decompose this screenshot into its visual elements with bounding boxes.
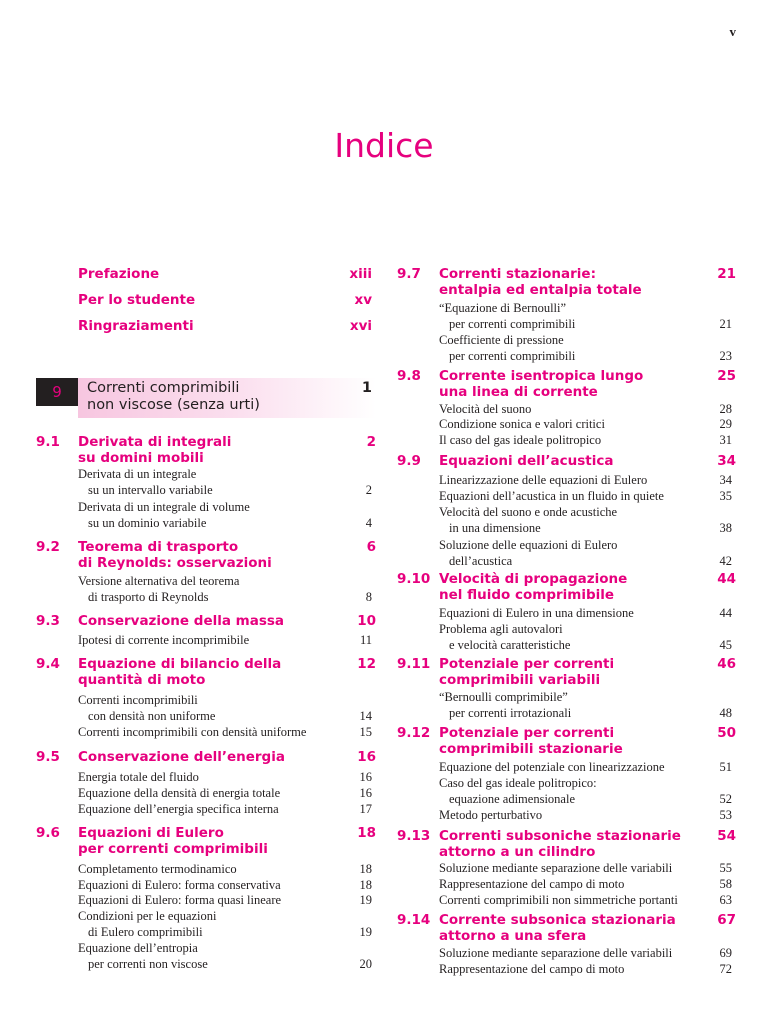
subentry-title: di Eulero comprimibili <box>88 925 203 939</box>
section-page: 2 <box>366 434 376 450</box>
subentry-page: 19 <box>359 893 372 907</box>
toc-subentry[interactable] <box>78 785 376 801</box>
section-page: 25 <box>717 368 736 384</box>
subentry-title: Derivata di un integrale di volume <box>78 500 250 514</box>
section-title: Conservazione dell’energia <box>78 749 285 765</box>
toc-subentry[interactable] <box>439 775 736 791</box>
subentry-title: Rappresentazione del campo di moto <box>439 877 625 891</box>
section-page: 67 <box>717 912 736 928</box>
subentry-title: Correnti incomprimibili con densità uniforme <box>78 725 307 739</box>
front-matter-item[interactable] <box>78 318 372 336</box>
subentry-title: dell’acustica <box>449 554 513 568</box>
section-title: Velocità di propagazione nel fluido comprimibile <box>439 571 628 603</box>
subentry-title: Linearizzazione delle equazioni di Eulero <box>439 473 648 487</box>
subentry-title: Il caso del gas ideale politropico <box>439 433 602 447</box>
subentry-title: “Bernoulli comprimibile” <box>439 690 568 704</box>
section-page: 50 <box>717 725 736 741</box>
toc-subentry <box>439 520 736 536</box>
subentry-title: Soluzione mediante separazione delle variabili <box>439 861 673 875</box>
toc-section-item[interactable] <box>36 539 376 573</box>
toc-subentry <box>78 708 376 724</box>
front-matter-page: xiii <box>349 266 372 282</box>
section-number: 9.2 <box>36 539 60 555</box>
subentry-title: Caso del gas ideale politropico: <box>439 776 597 790</box>
toc-section-item[interactable] <box>397 656 736 690</box>
section-page: 18 <box>357 825 376 841</box>
subentry-page: 15 <box>359 725 372 739</box>
subentry-title: Velocità del suono <box>439 402 532 416</box>
toc-section-item[interactable] <box>36 434 376 468</box>
subentry-title: Problema agli autovalori <box>439 622 563 636</box>
chapter-page: 1 <box>361 380 372 396</box>
subentry-page: 69 <box>719 946 732 960</box>
subentry-title: Ipotesi di corrente incomprimibile <box>78 633 250 647</box>
section-number: 9.13 <box>397 828 431 844</box>
toc-subentry <box>78 956 376 972</box>
section-page: 6 <box>366 539 376 555</box>
chapter-number: 9 <box>36 378 78 406</box>
section-number: 9.12 <box>397 725 431 741</box>
section-number: 9.5 <box>36 749 60 765</box>
subentry-title: Derivata di un integrale <box>78 467 197 481</box>
toc-section-item[interactable] <box>397 828 736 862</box>
page-title: Indice <box>334 126 434 165</box>
section-number: 9.7 <box>397 266 421 282</box>
toc-subentry[interactable] <box>78 573 376 589</box>
section-page: 54 <box>717 828 736 844</box>
subentry-page: 63 <box>719 893 732 907</box>
subentry-title: e velocità caratteristiche <box>449 638 571 652</box>
subentry-page: 45 <box>719 638 732 652</box>
toc-section-item[interactable] <box>397 266 736 300</box>
toc-subentry[interactable] <box>78 466 376 482</box>
subentry-page: 19 <box>359 925 372 939</box>
subentry-title: Versione alternativa del teorema <box>78 574 240 588</box>
subentry-page: 53 <box>719 808 732 822</box>
subentry-page: 28 <box>719 402 732 416</box>
toc-subentry[interactable] <box>439 876 736 892</box>
toc-subentry[interactable] <box>78 908 376 924</box>
subentry-page: 38 <box>719 521 732 535</box>
subentry-title: per correnti irrotazionali <box>449 706 572 720</box>
toc-subentry[interactable] <box>439 472 736 488</box>
toc-subentry[interactable] <box>439 300 736 316</box>
subentry-page: 42 <box>719 554 732 568</box>
subentry-page: 58 <box>719 877 732 891</box>
subentry-page: 34 <box>719 473 732 487</box>
subentry-page: 4 <box>365 516 372 530</box>
section-number: 9.14 <box>397 912 431 928</box>
subentry-page: 48 <box>719 706 732 720</box>
toc-subentry[interactable] <box>78 877 376 893</box>
section-title: Corrente subsonica stazionaria attorno a una sfera <box>439 912 676 944</box>
subentry-page: 16 <box>359 786 372 800</box>
section-title: Correnti subsoniche stazionarie attorno a un cilindro <box>439 828 681 860</box>
subentry-title: Equazioni di Eulero: forma quasi lineare <box>78 893 282 907</box>
subentry-title: Equazione del potenziale con linearizzazione <box>439 760 665 774</box>
section-page: 34 <box>717 453 736 469</box>
page-number: v <box>729 24 736 39</box>
toc-subentry[interactable] <box>78 861 376 877</box>
subentry-title: Metodo perturbativo <box>439 808 543 822</box>
subentry-title: Condizione sonica e valori critici <box>439 417 605 431</box>
section-title: Derivata di integrali su domini mobili <box>78 434 232 466</box>
toc-subentry[interactable] <box>439 416 736 432</box>
section-title: Potenziale per correnti comprimibili stazionarie <box>439 725 623 757</box>
toc-section-item[interactable] <box>397 725 736 759</box>
subentry-page: 29 <box>719 417 732 431</box>
subentry-title: Correnti incomprimibili <box>78 693 198 707</box>
toc-subentry[interactable] <box>439 759 736 775</box>
toc-subentry[interactable] <box>439 605 736 621</box>
toc-subentry[interactable] <box>439 432 736 448</box>
toc-section-item[interactable] <box>36 656 376 690</box>
toc-subentry[interactable] <box>439 504 736 520</box>
toc-subentry <box>78 924 376 940</box>
subentry-page: 20 <box>359 957 372 971</box>
section-page: 16 <box>357 749 376 765</box>
toc-subentry[interactable] <box>439 807 736 823</box>
toc-subentry[interactable] <box>439 860 736 876</box>
toc-section-item[interactable] <box>397 912 736 946</box>
toc-subentry <box>78 482 376 498</box>
section-title: Equazioni dell’acustica <box>439 453 614 469</box>
section-number: 9.3 <box>36 613 60 629</box>
subentry-title: per correnti comprimibili <box>449 349 576 363</box>
section-page: 44 <box>717 571 736 587</box>
subentry-page: 8 <box>365 590 372 604</box>
subentry-title: Equazione della densità di energia totale <box>78 786 281 800</box>
toc-subentry[interactable] <box>439 621 736 637</box>
subentry-title: di trasporto di Reynolds <box>88 590 209 604</box>
toc-section-item[interactable] <box>397 571 736 605</box>
chapter-title: Correnti comprimibili non viscose (senza urti) <box>87 380 260 413</box>
toc-subentry <box>439 553 736 569</box>
subentry-page: 23 <box>719 349 732 363</box>
section-title: Potenziale per correnti comprimibili variabili <box>439 656 615 688</box>
subentry-title: con densità non uniforme <box>88 709 216 723</box>
toc-subentry[interactable] <box>78 724 376 740</box>
section-title: Equazione di bilancio della quantità di moto <box>78 656 282 688</box>
subentry-page: 44 <box>719 606 732 620</box>
section-title: Teorema di trasporto di Reynolds: osservazioni <box>78 539 272 571</box>
section-number: 9.1 <box>36 434 60 450</box>
toc-section-item[interactable] <box>397 368 736 402</box>
section-page: 10 <box>357 613 376 629</box>
toc-subentry <box>439 705 736 721</box>
subentry-title: Equazione dell’entropia <box>78 941 198 955</box>
section-title: Conservazione della massa <box>78 613 285 629</box>
toc-subentry[interactable] <box>439 892 736 908</box>
toc-subentry[interactable] <box>78 632 376 648</box>
chapter-heading[interactable] <box>36 378 376 418</box>
toc-section-item[interactable] <box>36 825 376 859</box>
section-number: 9.11 <box>397 656 431 672</box>
section-number: 9.10 <box>397 571 431 587</box>
subentry-page: 31 <box>719 433 732 447</box>
subentry-page: 18 <box>359 862 372 876</box>
subentry-title: Equazioni di Eulero in una dimensione <box>439 606 634 620</box>
subentry-title: Equazioni dell’acustica in un fluido in quiete <box>439 489 664 503</box>
subentry-page: 35 <box>719 489 732 503</box>
toc-subentry[interactable] <box>439 689 736 705</box>
subentry-title: in una dimensione <box>449 521 541 535</box>
subentry-title: “Equazione di Bernoulli” <box>439 301 567 315</box>
section-title: Equazioni di Eulero per correnti comprimibili <box>78 825 268 857</box>
section-number: 9.9 <box>397 453 421 469</box>
subentry-title: Correnti comprimibili non simmetriche portanti <box>439 893 678 907</box>
subentry-page: 21 <box>719 317 732 331</box>
subentry-title: Rappresentazione del campo di moto <box>439 962 625 976</box>
toc-subentry[interactable] <box>439 945 736 961</box>
toc-subentry <box>78 589 376 605</box>
subentry-title: Completamento termodinamico <box>78 862 237 876</box>
subentry-page: 51 <box>719 760 732 774</box>
subentry-page: 72 <box>719 962 732 976</box>
subentry-title: Energia totale del fluido <box>78 770 199 784</box>
subentry-page: 52 <box>719 792 732 806</box>
front-matter-title: Per lo studente <box>78 292 196 308</box>
toc-subentry <box>78 515 376 531</box>
toc-subentry[interactable] <box>78 801 376 817</box>
front-matter-title: Prefazione <box>78 266 160 282</box>
subentry-title: Soluzione delle equazioni di Eulero <box>439 538 618 552</box>
subentry-title: Soluzione mediante separazione delle variabili <box>439 946 673 960</box>
toc-subentry <box>439 637 736 653</box>
toc-subentry[interactable] <box>78 769 376 785</box>
subentry-title: Equazioni di Eulero: forma conservativa <box>78 878 281 892</box>
subentry-page: 11 <box>359 633 372 647</box>
toc-subentry <box>439 316 736 332</box>
toc-subentry[interactable] <box>439 488 736 504</box>
toc-subentry[interactable] <box>78 499 376 515</box>
subentry-title: Condizioni per le equazioni <box>78 909 217 923</box>
toc-subentry <box>439 791 736 807</box>
subentry-title: per correnti comprimibili <box>449 317 576 331</box>
toc-subentry <box>439 348 736 364</box>
section-page: 46 <box>717 656 736 672</box>
subentry-title: per correnti non viscose <box>88 957 208 971</box>
toc-subentry[interactable] <box>78 892 376 908</box>
section-title: Correnti stazionarie: entalpia ed entalpia totale <box>439 266 642 298</box>
subentry-title: su un dominio variabile <box>88 516 207 530</box>
subentry-title: Coefficiente di pressione <box>439 333 564 347</box>
front-matter-page: xv <box>354 292 372 308</box>
section-page: 12 <box>357 656 376 672</box>
section-page: 21 <box>717 266 736 282</box>
toc-subentry[interactable] <box>439 401 736 417</box>
front-matter-item[interactable] <box>78 266 372 284</box>
subentry-page: 16 <box>359 770 372 784</box>
subentry-page: 18 <box>359 878 372 892</box>
subentry-title: equazione adimensionale <box>449 792 575 806</box>
section-number: 9.6 <box>36 825 60 841</box>
subentry-title: Equazione dell’energia specifica interna <box>78 802 279 816</box>
toc-subentry[interactable] <box>439 537 736 553</box>
subentry-page: 55 <box>719 861 732 875</box>
front-matter-item[interactable] <box>78 292 372 310</box>
front-matter-title: Ringraziamenti <box>78 318 194 334</box>
section-number: 9.4 <box>36 656 60 672</box>
subentry-page: 14 <box>359 709 372 723</box>
toc-subentry[interactable] <box>78 692 376 708</box>
toc-subentry[interactable] <box>78 940 376 956</box>
subentry-page: 17 <box>359 802 372 816</box>
section-title: Corrente isentropica lungo una linea di corrente <box>439 368 644 400</box>
subentry-page: 2 <box>365 483 372 497</box>
subentry-title: Velocità del suono e onde acustiche <box>439 505 618 519</box>
toc-subentry[interactable] <box>439 332 736 348</box>
section-number: 9.8 <box>397 368 421 384</box>
subentry-title: su un intervallo variabile <box>88 483 213 497</box>
toc-subentry[interactable] <box>439 961 736 977</box>
front-matter-page: xvi <box>349 318 372 334</box>
